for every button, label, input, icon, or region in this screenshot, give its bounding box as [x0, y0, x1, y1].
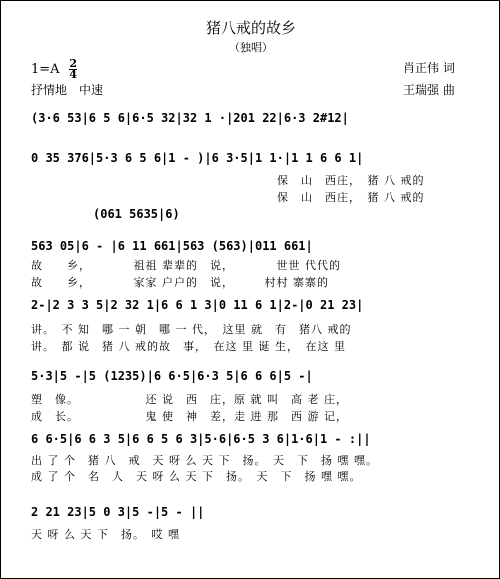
key-signature	[31, 59, 77, 80]
key-label: 1=A	[31, 62, 60, 77]
lyric-line-2a: 保 山 西庄， 猪 八 戒的	[277, 174, 425, 187]
notation-line-4: 2-|2 3 3 5|2 32 1|6 6 1 3|0 11 6 1|2-|0 21 23|	[31, 298, 364, 312]
song-subtitle: （独唱）	[229, 41, 273, 54]
notation-line-3: 563 05|6 - |6 11 661|563 (563)|011 661|	[31, 239, 313, 253]
composer-credit: 王瑞强 曲	[403, 83, 455, 97]
notation-line-3-intro: (061 5635|6)	[93, 207, 180, 221]
time-signature-top: 2	[69, 57, 78, 70]
notation-line-1: (3·6 53|6 5 6|6·5 32|32 1 ·|201 22|6·3 2#12|	[31, 111, 349, 125]
lyric-line-7: 天 呀 么 天 下 扬。 哎 嘿	[31, 528, 180, 541]
notation-line-6: 6 6·5|6 6 3 5|6 6 5 6 3|5·6|6·5 3 6|1·6|1 - :||	[31, 432, 371, 446]
notation-line-7: 2 21 23|5 0 3|5 -|5 - ||	[31, 505, 205, 519]
lyric-line-6b: 成 了 个 名 人 天 呀 么 天 下 扬。 天 下 扬 嘿 嘿。	[31, 470, 362, 483]
notation-line-5: 5·3|5 -|5 (1235)|6 6·5|6·3 5|6 6 6|5 -|	[31, 369, 313, 383]
lyric-line-2b: 保 山 西庄， 猪 八 戒的	[277, 191, 425, 204]
time-signature-bottom: 4	[69, 68, 78, 81]
lyric-line-6a: 出 了 个 猪 八 戒 天 呀 么 天 下 扬。 天 下 扬 嘿 嘿。	[31, 454, 378, 467]
lyric-line-4a: 讲。 不 知 哪 一 朝 哪 一 代， 这里 就 有 猪八 戒的	[31, 323, 352, 336]
notation-line-2: 0 35 376|5·3 6 5 6|1 - )|6 3·5|1 1·|1 1 6 6 1|	[31, 151, 364, 165]
lyric-line-3a: 故 乡， 祖祖 辈辈的 说， 世世 代代的	[31, 259, 341, 272]
time-signature	[69, 59, 77, 80]
lyric-line-4b: 讲。 都 说 猪 八 戒的故 事， 在这 里 诞 生， 在这 里	[31, 340, 346, 353]
lyricist-credit: 肖正伟 词	[403, 61, 455, 75]
lyric-line-3b: 故 乡， 家家 户户的 说， 村村 寨寨的	[31, 276, 329, 289]
tempo-marking: 抒情地 中速	[31, 83, 104, 97]
lyric-line-5b: 成 长。 鬼 使 神 差，走 进 那 西 游 记，	[31, 410, 348, 423]
song-title: 猪八戒的故乡	[205, 19, 296, 37]
lyric-line-5a: 塑 像。 还 说 西 庄，原 就 叫 高 老 庄，	[31, 393, 348, 406]
